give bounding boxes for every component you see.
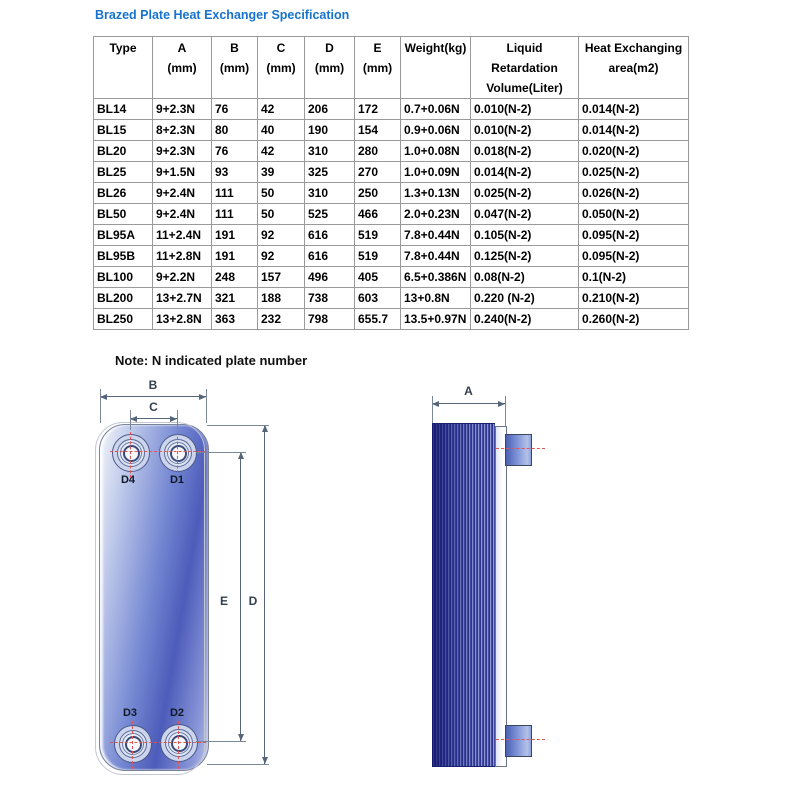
spec-table-header-row — [94, 37, 689, 99]
table-cell: 7.8+0.44N — [401, 225, 471, 246]
table-cell: 13.5+0.97N — [401, 309, 471, 330]
table-cell: 6.5+0.386N — [401, 267, 471, 288]
table-row — [94, 246, 689, 267]
table-cell: BL25 — [94, 162, 153, 183]
spec-table-head — [94, 37, 689, 99]
table-cell: 9+2.4N — [153, 183, 212, 204]
port-ring — [117, 439, 145, 467]
column-header-line: Type — [109, 41, 137, 55]
dim-label-b: B — [148, 378, 158, 392]
table-cell: 519 — [355, 225, 401, 246]
table-cell: 42 — [258, 141, 305, 162]
port-ring — [122, 733, 144, 755]
table-cell: 0.08(N-2) — [471, 267, 579, 288]
extension-line — [505, 396, 506, 427]
table-cell: 0.014(N-2) — [579, 120, 689, 141]
centerline-port-d3 — [132, 721, 133, 769]
column-header-line: Liquid — [506, 41, 543, 55]
table-cell: 154 — [355, 120, 401, 141]
extension-line — [207, 425, 269, 426]
column-header-type — [94, 37, 153, 99]
column-header-line: C — [276, 41, 286, 55]
centerline-port-d4 — [130, 432, 131, 478]
dim-label-e: E — [219, 594, 228, 608]
centerline-port-d1 — [177, 432, 178, 478]
port-ring — [168, 732, 190, 754]
dim-line-a — [432, 403, 505, 404]
table-cell: 42 — [258, 99, 305, 120]
column-header-line: B — [230, 41, 239, 55]
table-row — [94, 120, 689, 141]
table-cell: 9+1.5N — [153, 162, 212, 183]
table-cell: 0.014(N-2) — [471, 162, 579, 183]
port-ring — [119, 730, 147, 758]
table-cell: 9+2.4N — [153, 204, 212, 225]
column-header-c — [258, 37, 305, 99]
extension-line — [196, 452, 246, 453]
table-cell: 11+2.8N — [153, 246, 212, 267]
plate-stack — [432, 423, 495, 767]
centerline-port-d2 — [178, 721, 179, 769]
table-cell: 603 — [355, 288, 401, 309]
table-cell: 519 — [355, 246, 401, 267]
table-cell: 0.025(N-2) — [471, 183, 579, 204]
table-cell: 0.014(N-2) — [579, 99, 689, 120]
plate-number-note: Note: N indicated plate number — [115, 353, 308, 368]
table-row — [94, 204, 689, 225]
table-row — [94, 183, 689, 204]
port-ring — [120, 442, 142, 464]
table-row — [94, 309, 689, 330]
table-cell: 405 — [355, 267, 401, 288]
table-cell: 76 — [212, 141, 258, 162]
column-header-line: A — [177, 41, 187, 55]
table-cell: 0.026(N-2) — [579, 183, 689, 204]
table-cell: 0.050(N-2) — [579, 204, 689, 225]
table-cell: 172 — [355, 99, 401, 120]
table-cell: 310 — [305, 183, 355, 204]
spec-table — [93, 36, 689, 330]
table-cell: 0.125(N-2) — [471, 246, 579, 267]
table-cell: 2.0+0.23N — [401, 204, 471, 225]
extension-line — [206, 389, 207, 423]
table-cell: 188 — [258, 288, 305, 309]
centerline-bottom-ports — [110, 742, 206, 743]
extension-line — [130, 410, 131, 430]
port-hole — [170, 445, 187, 462]
centerline-top-ports — [110, 451, 206, 452]
table-cell: BL95A — [94, 225, 153, 246]
table-cell: BL14 — [94, 99, 153, 120]
table-cell: 616 — [305, 246, 355, 267]
table-cell: 157 — [258, 267, 305, 288]
column-header-a — [153, 37, 212, 99]
table-row — [94, 99, 689, 120]
table-cell: 0.020(N-2) — [579, 141, 689, 162]
port-ring — [165, 729, 193, 757]
table-cell: BL26 — [94, 183, 153, 204]
table-cell: 11+2.4N — [153, 225, 212, 246]
port-ring — [167, 442, 189, 464]
column-header-line: Volume(Liter) — [486, 81, 563, 95]
table-cell: 496 — [305, 267, 355, 288]
table-cell: 0.047(N-2) — [471, 204, 579, 225]
side-port-top — [505, 434, 532, 466]
table-cell: 1.3+0.13N — [401, 183, 471, 204]
table-cell: 7.8+0.44N — [401, 246, 471, 267]
table-cell: 1.0+0.08N — [401, 141, 471, 162]
dim-label-d: D — [248, 594, 258, 608]
table-cell: 466 — [355, 204, 401, 225]
table-cell: 92 — [258, 225, 305, 246]
table-cell: 206 — [305, 99, 355, 120]
table-cell: 13+0.8N — [401, 288, 471, 309]
column-header-line: Heat Exchanging — [584, 41, 683, 55]
table-cell: 50 — [258, 204, 305, 225]
centerline-side-bottom-port — [496, 739, 545, 740]
port-d3 — [114, 725, 152, 763]
table-cell: 0.240(N-2) — [471, 309, 579, 330]
end-plate — [495, 426, 507, 767]
table-cell: 1.0+0.09N — [401, 162, 471, 183]
extension-line — [207, 764, 269, 765]
table-cell: 0.220 (N-2) — [471, 288, 579, 309]
port-label-d1: D1 — [169, 474, 185, 486]
table-cell: 111 — [212, 204, 258, 225]
table-cell: 232 — [258, 309, 305, 330]
table-cell: 0.260(N-2) — [579, 309, 689, 330]
side-port-bottom — [505, 725, 532, 757]
table-cell: 9+2.2N — [153, 267, 212, 288]
table-cell: 738 — [305, 288, 355, 309]
table-cell: 76 — [212, 99, 258, 120]
port-label-d3: D3 — [122, 707, 138, 719]
table-cell: 190 — [305, 120, 355, 141]
port-label-d2: D2 — [169, 707, 185, 719]
table-cell: 280 — [355, 141, 401, 162]
extension-line — [177, 410, 178, 430]
table-cell: 39 — [258, 162, 305, 183]
dim-line-e — [240, 452, 241, 741]
column-header-line: (mm) — [266, 61, 296, 75]
port-hole — [171, 735, 188, 752]
column-header-heat-exchanging — [579, 37, 689, 99]
table-cell: 616 — [305, 225, 355, 246]
port-d2 — [160, 724, 198, 762]
table-cell: BL95B — [94, 246, 153, 267]
column-header-line: (mm) — [219, 61, 250, 75]
dim-label-c: C — [149, 400, 158, 414]
table-cell: 191 — [212, 246, 258, 267]
column-header-line: Weight(kg) — [404, 41, 467, 55]
table-cell: 40 — [258, 120, 305, 141]
table-cell: 50 — [258, 183, 305, 204]
column-header-line: (mm) — [362, 61, 393, 75]
table-cell: BL250 — [94, 309, 153, 330]
port-d1 — [159, 434, 197, 472]
table-cell: BL100 — [94, 267, 153, 288]
table-cell: 363 — [212, 309, 258, 330]
table-row — [94, 162, 689, 183]
table-cell: 0.7+0.06N — [401, 99, 471, 120]
table-cell: 9+2.3N — [153, 141, 212, 162]
table-cell: 0.210(N-2) — [579, 288, 689, 309]
table-cell: 310 — [305, 141, 355, 162]
table-cell: 798 — [305, 309, 355, 330]
table-cell: 0.105(N-2) — [471, 225, 579, 246]
table-cell: 248 — [212, 267, 258, 288]
extension-line — [100, 389, 101, 423]
table-row — [94, 225, 689, 246]
extension-line — [196, 741, 246, 742]
port-hole — [125, 736, 142, 753]
port-ring — [164, 439, 192, 467]
table-cell: 0.095(N-2) — [579, 246, 689, 267]
table-cell: 80 — [212, 120, 258, 141]
column-header-weight-kg- — [401, 37, 471, 99]
table-cell: BL200 — [94, 288, 153, 309]
table-cell: 0.025(N-2) — [579, 162, 689, 183]
table-row — [94, 267, 689, 288]
column-header-line: area(m2) — [608, 61, 659, 75]
table-cell: 321 — [212, 288, 258, 309]
table-cell: BL15 — [94, 120, 153, 141]
table-cell: 0.9+0.06N — [401, 120, 471, 141]
column-header-line: (mm) — [314, 61, 345, 75]
table-cell: 13+2.7N — [153, 288, 212, 309]
table-cell: BL20 — [94, 141, 153, 162]
table-cell: 8+2.3N — [153, 120, 212, 141]
table-cell: 0.010(N-2) — [471, 120, 579, 141]
extension-line — [432, 396, 433, 423]
column-header-line: D — [325, 41, 334, 55]
column-header-e — [355, 37, 401, 99]
table-cell: 9+2.3N — [153, 99, 212, 120]
table-cell: 191 — [212, 225, 258, 246]
table-cell: 655.7 — [355, 309, 401, 330]
table-cell: 250 — [355, 183, 401, 204]
table-cell: 93 — [212, 162, 258, 183]
table-cell: 270 — [355, 162, 401, 183]
table-row — [94, 141, 689, 162]
dim-line-c — [130, 418, 177, 419]
table-cell: 0.018(N-2) — [471, 141, 579, 162]
centerline-side-top-port — [496, 448, 545, 449]
table-cell: 0.1(N-2) — [579, 267, 689, 288]
column-header-b — [212, 37, 258, 99]
table-cell: BL50 — [94, 204, 153, 225]
spec-table-body — [94, 99, 689, 330]
port-label-d4: D4 — [120, 474, 136, 486]
table-cell: 92 — [258, 246, 305, 267]
column-header-d — [305, 37, 355, 99]
table-cell: 0.010(N-2) — [471, 99, 579, 120]
column-header-line: E — [373, 41, 382, 55]
table-row — [94, 288, 689, 309]
table-cell: 325 — [305, 162, 355, 183]
column-header-line: Retardation — [491, 61, 558, 75]
table-cell: 525 — [305, 204, 355, 225]
table-cell: 111 — [212, 183, 258, 204]
page-title: Brazed Plate Heat Exchanger Specification — [95, 8, 350, 22]
dim-line-d — [264, 425, 265, 764]
port-d4 — [112, 434, 150, 472]
dim-line-b — [100, 396, 206, 397]
table-cell: 0.095(N-2) — [579, 225, 689, 246]
table-cell: 13+2.8N — [153, 309, 212, 330]
dim-label-a: A — [464, 384, 473, 398]
port-hole — [123, 445, 140, 462]
column-header-liquid — [471, 37, 579, 99]
column-header-line: (mm) — [167, 61, 197, 75]
